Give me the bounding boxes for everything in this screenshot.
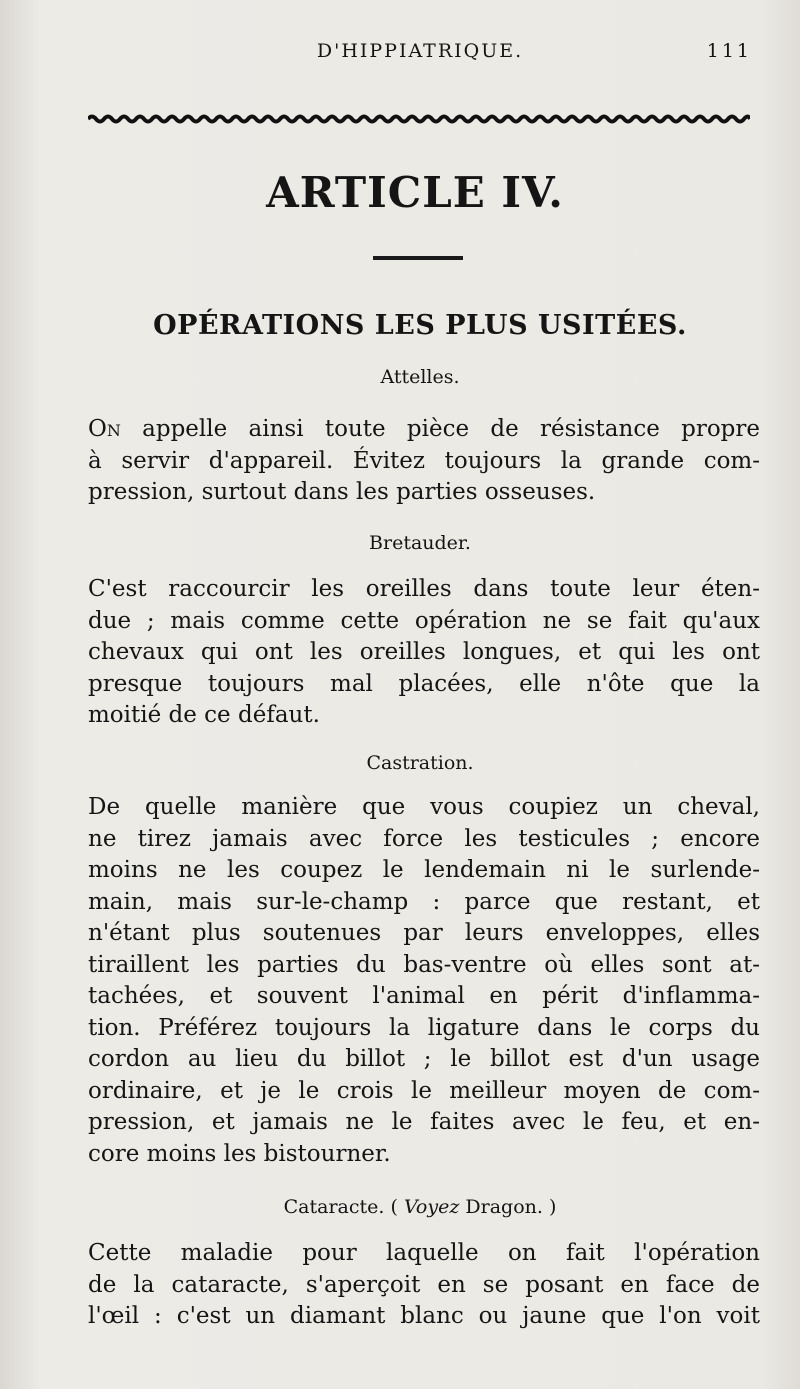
text-line: appelle ainsi toute pièce de résistance propre	[120, 416, 760, 442]
entry-text-bretauder	[88, 574, 760, 732]
entry-heading-cataracte	[0, 1196, 800, 1218]
text-line: C'est raccourcir les oreilles dans toute leur éten-	[88, 576, 760, 602]
text-line: moitié de ce défaut.	[88, 702, 320, 728]
page-number: 111	[706, 40, 752, 62]
entry-heading-castration: Castration.	[366, 752, 474, 774]
entry-text-cataracte	[88, 1238, 760, 1333]
heading-text: Cataracte. (	[283, 1196, 404, 1218]
text-line: de la cataracte, s'aperçoit en se posant en face de	[88, 1271, 760, 1298]
text-line: ne tirez jamais avec force les testicules ; encore	[88, 825, 760, 852]
entry-text-attelles	[88, 414, 760, 509]
entry-heading-attelles: Attelles.	[380, 366, 460, 388]
text-line: pression, et jamais ne le faites avec le feu, et en-	[88, 1109, 760, 1135]
ornamental-rule	[88, 112, 750, 126]
text-line: core moins les bistourner.	[88, 1140, 391, 1167]
text-line: pression, surtout dans les parties osseuses.	[88, 479, 596, 505]
text-line: Cette maladie pour laquelle on fait l'opération	[88, 1240, 760, 1266]
text-line: main, mais sur-le-champ : parce que restant, et	[88, 888, 760, 915]
text-line: tiraillent les parties du bas-ventre où elles sont at-	[88, 951, 760, 978]
section-title: OPÉRATIONS LES PLUS USITÉES.	[153, 310, 687, 341]
text-line: n'étant plus soutenues par leurs enveloppes, elles	[88, 920, 760, 946]
heading-see-also: Voyez	[403, 1196, 460, 1218]
entry-heading-bretauder: Bretauder.	[369, 532, 471, 554]
text-line: moins ne les coupez le lendemain ni le surlende-	[88, 857, 760, 883]
text-line: presque toujours mal placées, elle n'ôte que la	[88, 670, 760, 697]
text-line: l'œil : c'est un diamant blanc ou jaune que l'on voit	[88, 1303, 760, 1329]
text-line: ordinaire, et je le crois le meilleur moyen de com-	[88, 1077, 760, 1104]
text-line: à servir d'appareil. Évitez toujours la grande com-	[88, 447, 760, 474]
title-rule	[373, 256, 463, 260]
text-line: tion. Préférez toujours la ligature dans le corps du	[88, 1014, 760, 1041]
text-line: tachées, et souvent l'animal en périt d'inflamma-	[88, 983, 760, 1009]
entry-text-castration	[88, 792, 760, 1170]
text-line: due ; mais comme cette opération ne se fait qu'aux	[88, 607, 760, 634]
lead-word: On	[88, 416, 121, 442]
page-header	[0, 40, 800, 70]
heading-text: Dragon. )	[459, 1196, 557, 1218]
text-line: cordon au lieu du billot ; le billot est d'un usage	[88, 1046, 760, 1072]
article-title: ARTICLE IV.	[266, 168, 564, 217]
text-line: chevaux qui ont les oreilles longues, et qui les ont	[88, 639, 760, 665]
text-line: De quelle manière que vous coupiez un cheval,	[88, 794, 760, 820]
running-head: D'HIPPIATRIQUE.	[316, 40, 524, 62]
